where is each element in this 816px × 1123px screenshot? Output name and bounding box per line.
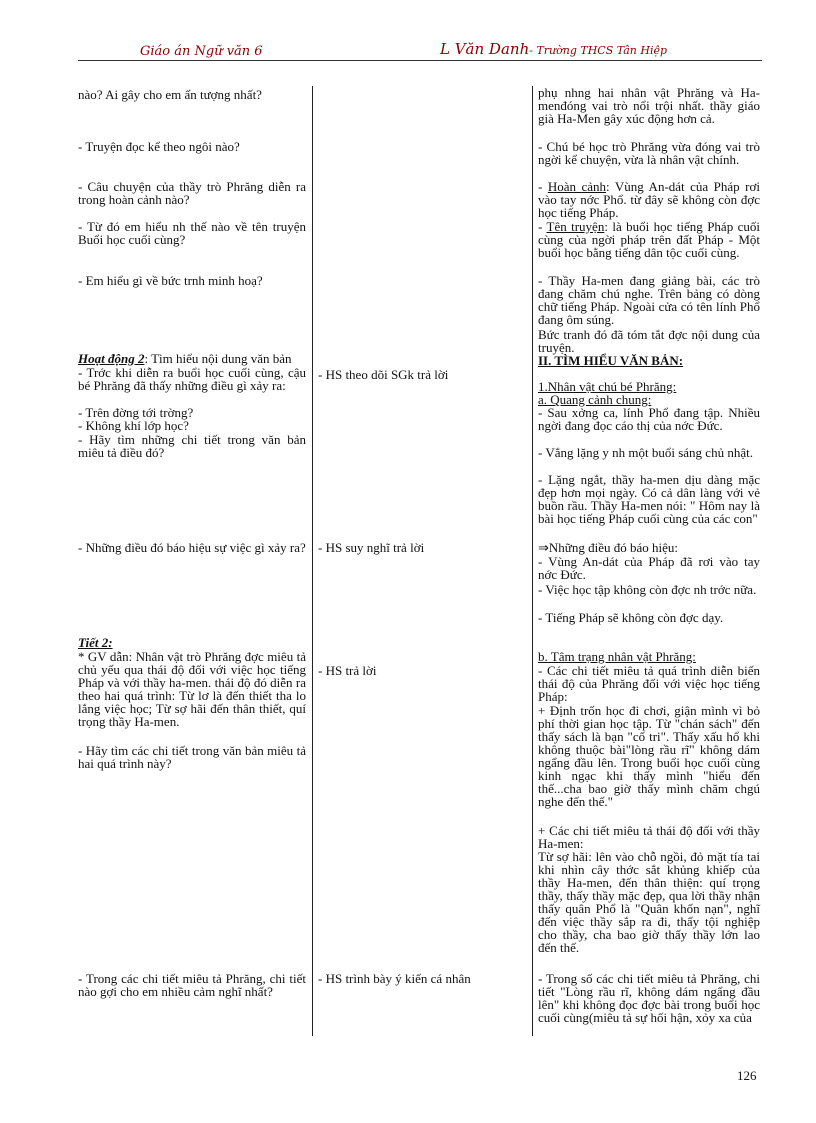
activity-title: : Tìm hiểu nội dung văn bản [144,351,292,366]
content-text: - Chú bé học trò Phrăng vừa đóng vai trò ngời kể chuyện, vừa là nhân vật chính. [538,139,760,167]
activity-label: Hoạt động 2 [78,351,145,366]
content-text: - Tiếng Pháp sẽ không còn đợc dạy. [538,610,724,625]
activity-heading [78,352,292,365]
content-text: - Vùng An-dát của Pháp đã rơi vào tay nớc Đức. [538,554,760,582]
student-activity: - HS suy nghĩ trả lời [318,540,425,555]
lesson-heading: Tiết 2: [78,635,113,650]
content-text: - Tên truyện: là buổi học tiếng Pháp cuối cùng của ngời pháp trên đất Pháp - Một buổi học bằng tiếng dân tộc cuối cùng. [538,219,760,260]
content-text: - Các chi tiết miêu tả quá trình diễn biến thái độ của Phrăng đối với việc học tiếng Pháp: [538,663,760,704]
content-text: phụ nhng hai nhân vật Phrăng và Ha-menđóng vai trò nổi trội nhất. thầy giáo già Ha-Men gây xúc động hơn cả. [538,85,760,126]
content-text: - Hoàn cảnh: Vùng An-dát của Pháp rơi vào tay nớc Phổ. từ đây sẽ không còn đợc học tiếng Pháp. [538,179,760,220]
student-activity: - HS trả lời [318,663,377,678]
column-divider-2 [532,86,533,1036]
content-text: - Sau xởng ca, lính Phổ đang tập. Nhiều ngời đang đọc cáo thị của nớc Đức. [538,405,760,433]
teacher-intro: * GV dẫn: Nhân vật trò Phrăng đợc miêu tả chủ yếu qua thái độ đối với việc học tiếng Pháp và với thầy ha-men. thái độ đó diễn ra theo hai quá trình: Từ lơ là đến thiết tha lo lắng việc học; Từ sợ hãi đến thân thiết, quí trọng thầy Ha-men. [78,649,306,729]
header-rule [78,60,762,61]
section-heading: II. TÌM HIỂU VĂN BẢN: [538,353,684,368]
question: - Trên đờng tới trờng? [78,405,194,420]
page-number: 126 [737,1068,757,1083]
header-left: Giáo án Ngữ văn 6 [140,44,263,59]
content-text: Bức tranh đó đã tóm tắt đợc nội dung của truyện. [538,327,760,355]
title-label: Tên truyện [546,219,605,234]
header-school: - Trường THCS Tân Hiệp [529,44,668,57]
subsection-heading: 1.Nhân vật chú bé Phrăng: [538,379,677,394]
content-text: Từ sợ hãi: lên vào chỗ ngồi, đỏ mặt tía tai khi nhìn cây thớc sắt khủng khiếp của thầy Ha-men, đến thân thiện: quí trọng thầy, thấy thầy mặc đẹp, qua lời thầy nhận thấy quân Phổ là "Quân khốn nạn", nghĩ đến việc thầy sắp ra đi, thấy tội nghiệp cho thầy, cha bao giờ thấy thầy lớn lao đến thế. [538,849,760,955]
question: - Câu chuyện của thầy trò Phrăng diễn ra trong hoàn cảnh nào? [78,179,306,207]
question: - Từ đó em hiểu nh thế nào về tên truyện Buổi học cuối cùng? [78,219,306,247]
question: - Hãy tìm những chi tiết trong văn bản miêu tả điều đó? [78,432,306,460]
content-text: - Vắng lặng y nh một buổi sáng chủ nhật. [538,445,753,460]
subsection-heading: b. Tâm trạng nhân vật Phrăng: [538,649,696,664]
question: - Hãy tìm các chi tiết trong văn bản miêu tả hai quá trình này? [78,743,306,771]
question: - Em hiểu gì về bức trnh minh hoạ? [78,273,263,288]
content-text: + Định trốn học đi chơi, giận mình vì bỏ phí thời gian học tập. Từ "chán sách" đến thấy sách là bạn "cố tri". Thấy xấu hổ khi không thuộc bài"lòng rầu rĩ" không dám ngẩng đầu lên. Trong buổi học cuối cùng kinh ngạc khi thấy mình "hiểu đến thế...cha bao giờ thấy mình chăm chgú nghe đến thế." [538,703,760,809]
header-right [440,40,667,58]
question: - Không khí lớp học? [78,418,189,433]
student-activity: - HS theo dõi SGk trả lời [318,367,449,382]
student-activity: - HS trình bày ý kiến cá nhân [318,971,471,986]
column-divider-1 [312,86,313,1036]
header-author: L Văn Danh [440,40,530,58]
content-text: + Các chi tiết miêu tả thái độ đối với thầy Ha-men: [538,823,760,851]
content-text: - Việc học tập không còn đợc nh trớc nữa. [538,582,757,597]
subsection-heading: a. Quang cảnh chung: [538,392,652,407]
content-text: - Lặng ngắt, thầy ha-men dịu dàng mặc đẹp hơn mọi ngày. Có cả dân làng với vẻ buồn rầu. Thầy Ha-men nói: " Hôm nay là bài học tiếng Pháp cuối cùng của các con" [538,472,760,526]
content-text: - Trong số các chi tiết miêu tả Phrăng, chi tiết "Lòng rầu rĩ, không dám ngẩng đầu lên" khi không đọc đợc bài trong buổi học cuối cùng(miêu tả sự hối hận, xỏy xa của [538,971,760,1025]
question: nào? Ai gây cho em ấn tượng nhất? [78,87,262,102]
content-text: - Thầy Ha-men đang giảng bài, các trò đang chăm chú nghe. Trên bảng có dòng chữ tiếng Pháp. Ngoài cửa có tên lính Phổ đang ôm súng. [538,273,760,327]
question: - Những điều đó báo hiệu sự việc gì xảy ra? [78,540,306,555]
question: - Truyện đọc kể theo ngôi nào? [78,139,240,154]
question: - Trớc khi diễn ra buổi học cuối cùng, cậu bé Phrăng đã thấy những điều gì xảy ra: [78,365,306,393]
setting-label: Hoàn cảnh [547,179,607,194]
content-text: ⇒Những điều đó báo hiệu: [538,540,678,555]
question: - Trong các chi tiết miêu tả Phrăng, chi tiết nào gợi cho em nhiều cảm nghĩ nhất? [78,971,306,999]
implies-icon: ⇒ [538,540,549,555]
